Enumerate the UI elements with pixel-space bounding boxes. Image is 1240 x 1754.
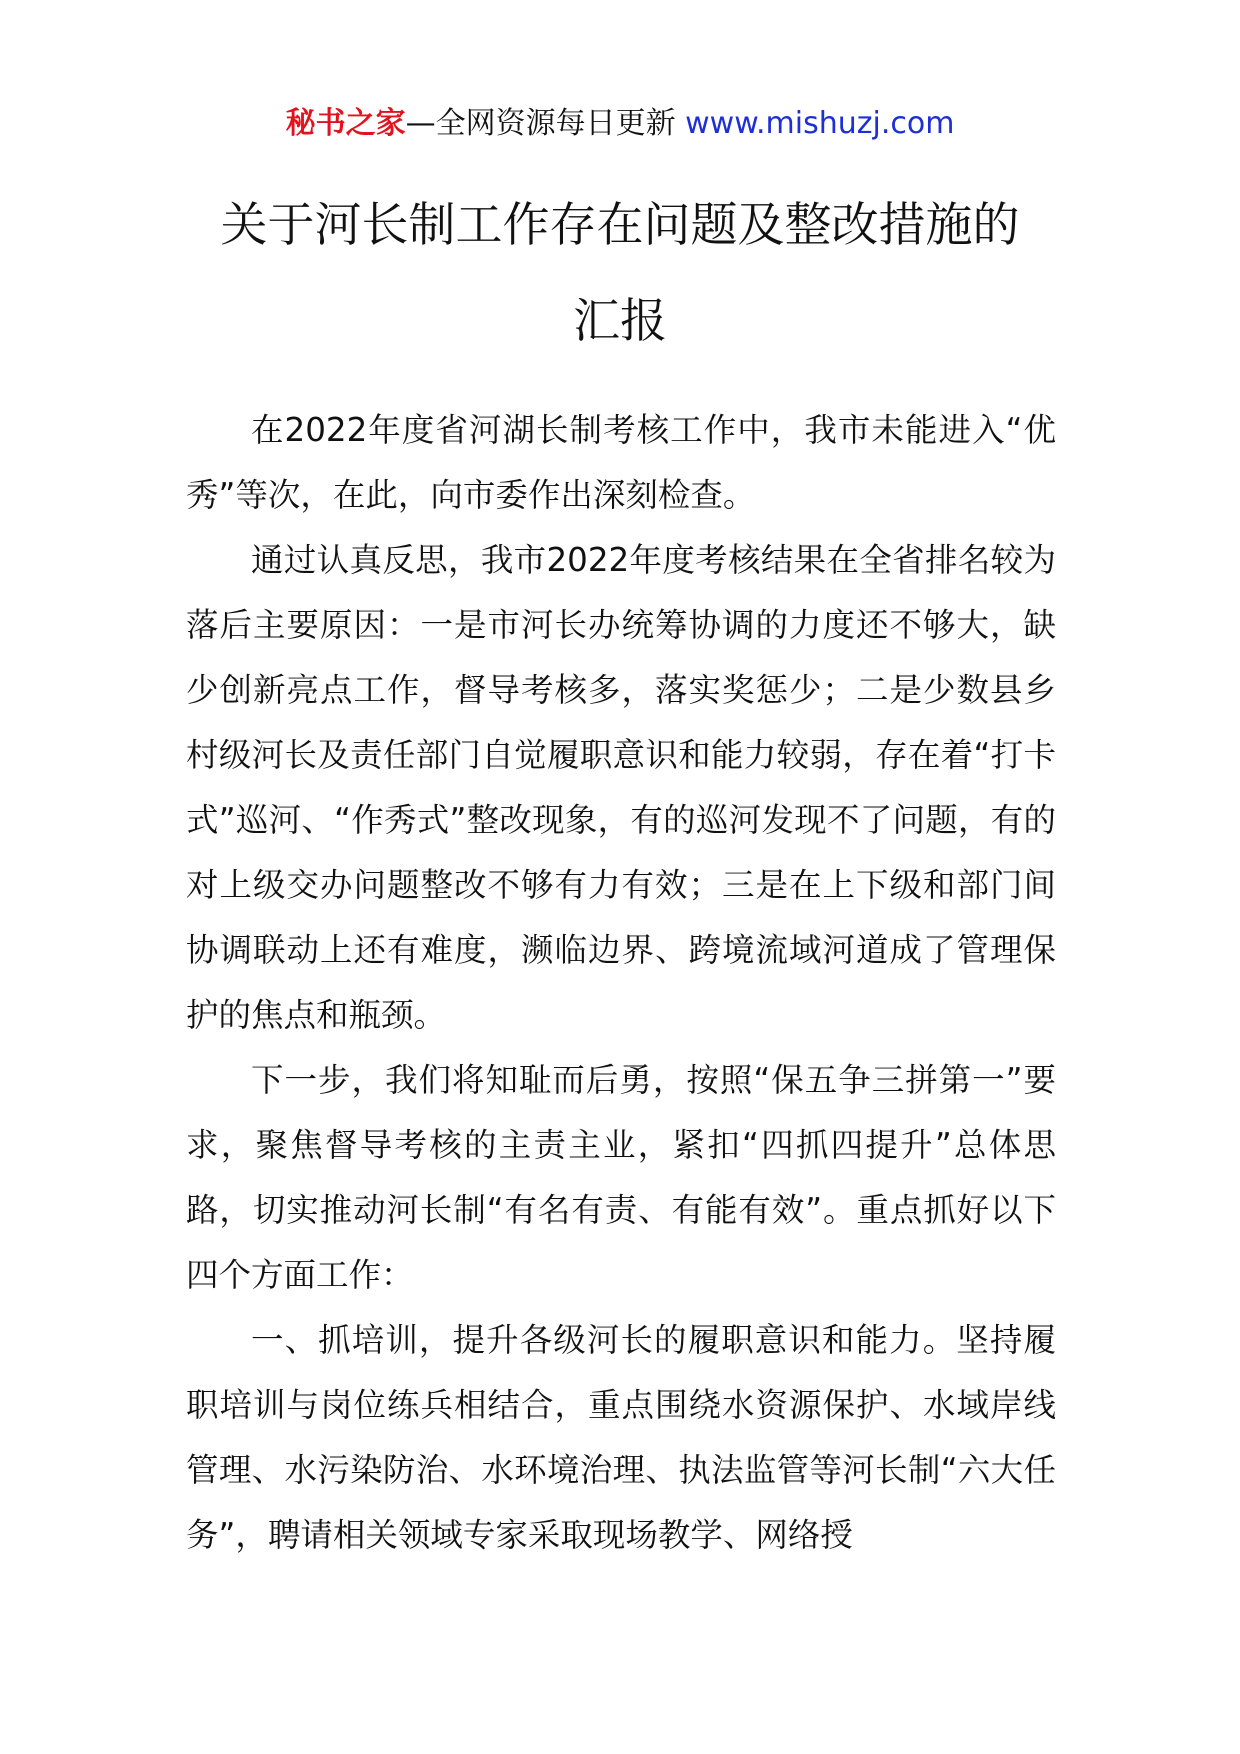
paragraph-2: 通过认真反思，我市2022年度考核结果在全省排名较为落后主要原因：一是市河长办统筹协调的力度还不够大，缺少创新亮点工作，督导考核多，落实奖惩少；二是少数县乡村级河长及责任部门自觉履职意识和能力较弱，存在着“打卡式”巡河、“作秀式”整改现象，有的巡河发现不了问题，有的对上级交办问题整改不够有力有效；三是在上下级和部门间协调联动上还有难度，濒临边界、跨境流域河道成了管理保护的焦点和瓶颈。 [186, 541, 1056, 1034]
document-title-line1: 关于河长制工作存在问题及整改措施的 [220, 198, 1020, 253]
brand-name: 秘书之家 [285, 106, 406, 141]
header-banner [0, 102, 1240, 146]
paragraph-1: 在2022年度省河湖长制考核工作中，我市未能进入“优秀”等次，在此，向市委作出深刻检查。 [186, 411, 1056, 514]
website-link[interactable]: www.mishuzj.com [685, 106, 955, 141]
header-tagline: —全网资源每日更新 [405, 106, 676, 141]
document-title-line2: 汇报 [573, 294, 667, 349]
paragraph-4: 一、抓培训，提升各级河长的履职意识和能力。坚持履职培训与岗位练兵相结合，重点围绕水资源保护、水域岸线管理、水污染防治、水环境治理、执法监管等河长制“六大任务”，聘请相关领域专家采取现场教学、网络授 [186, 1321, 1056, 1554]
paragraph-3: 下一步，我们将知耻而后勇，按照“保五争三拼第一”要求，聚焦督导考核的主责主业，紧扣“四抓四提升”总体思路，切实推动河长制“有名有责、有能有效”。重点抓好以下四个方面工作： [186, 1061, 1056, 1294]
document-body [186, 398, 1056, 1568]
